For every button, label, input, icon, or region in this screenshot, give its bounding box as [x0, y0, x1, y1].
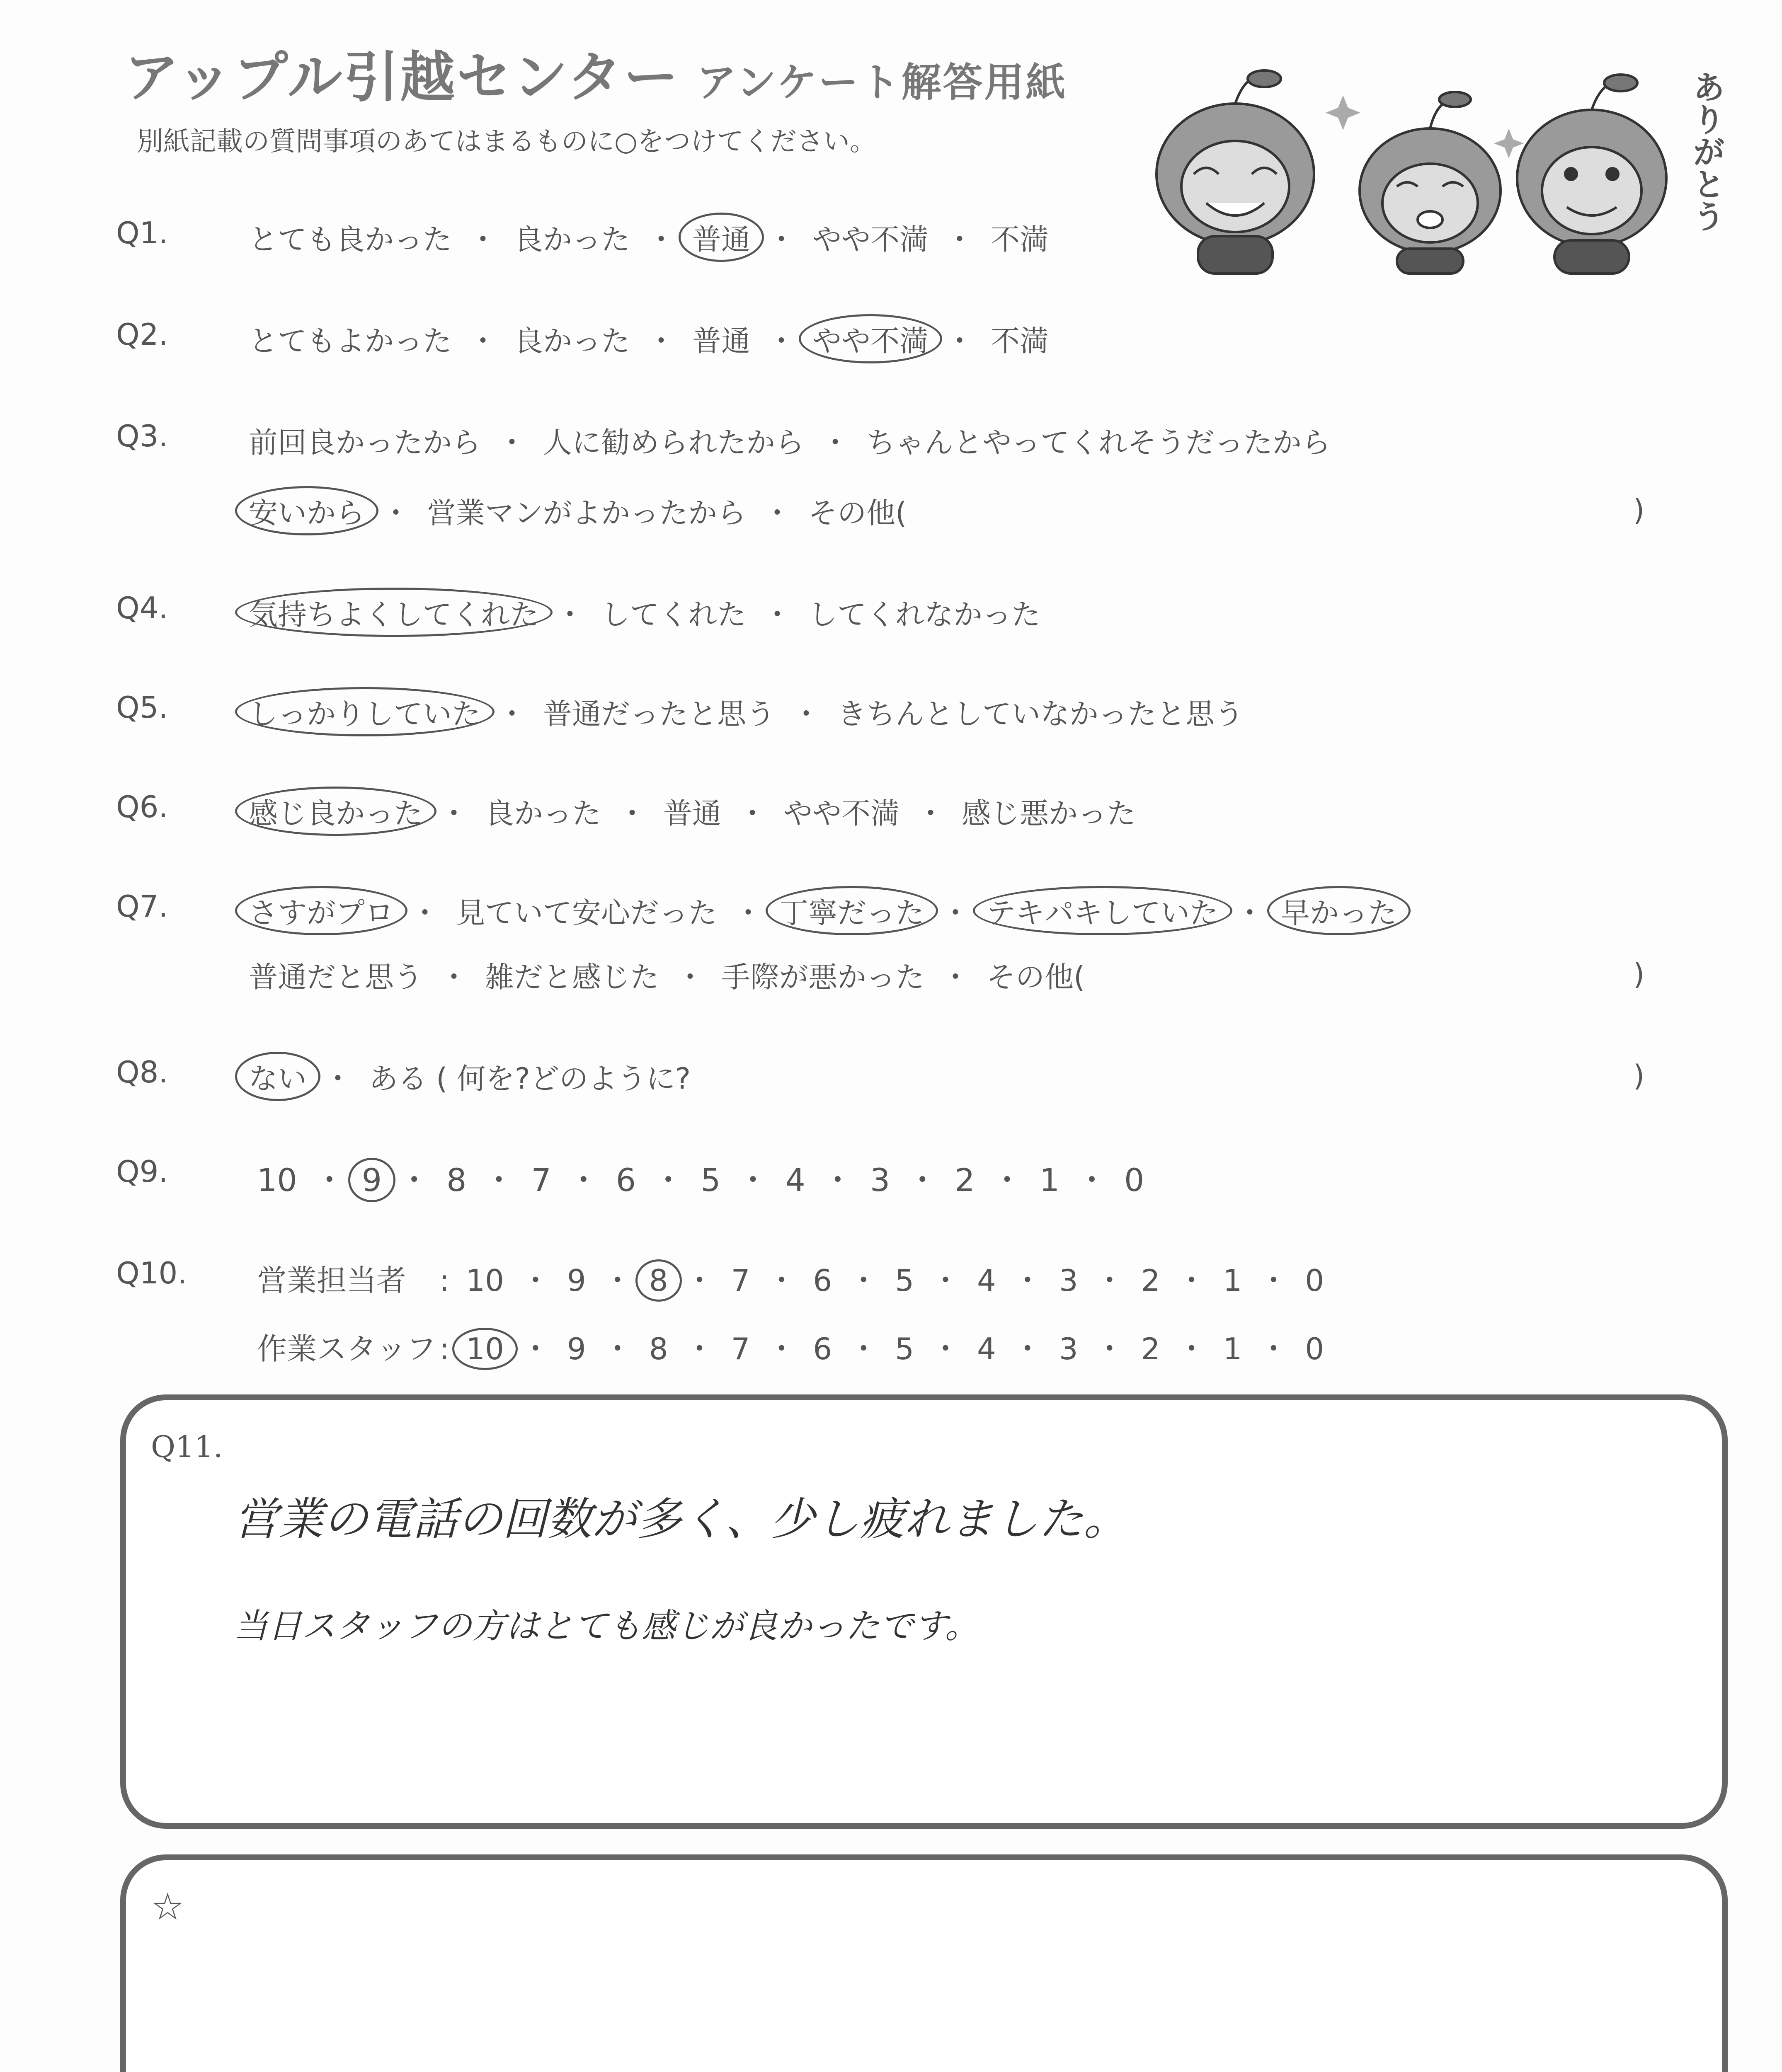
q3-option-other[interactable]: その他(	[808, 496, 907, 530]
q2-option[interactable]: 普通	[692, 324, 750, 358]
company-name: アップル引越センター	[124, 46, 680, 109]
instruction-text: 別紙記載の質問事項のあてはまるものに○をつけてください。	[137, 126, 876, 157]
q10-sales-score[interactable]: 4	[977, 1263, 996, 1298]
q7-option-selected[interactable]: 丁寧だった	[766, 886, 938, 935]
q9-score[interactable]: 5	[701, 1162, 721, 1198]
q1-option[interactable]: とても良かった	[249, 223, 452, 257]
q3-option[interactable]: 前回良かったから	[249, 426, 481, 460]
q3-options-line2: 安いから ・ 営業マンがよかったから ・ その他(	[249, 490, 907, 532]
page-title	[124, 33, 1067, 112]
q9-score[interactable]: 10	[257, 1162, 297, 1198]
monkey-middle-icon	[1360, 92, 1501, 274]
q10-number: Q10.	[116, 1256, 187, 1290]
q8-option-selected[interactable]: ない	[235, 1052, 320, 1101]
q5-option-selected[interactable]: しっかりしていた	[235, 687, 495, 736]
monkey-mascots-illustration	[1144, 54, 1716, 278]
q9-score[interactable]: 1	[1039, 1162, 1060, 1198]
q6-options: 感じ良かった ・ 良かった ・ 普通 ・ やや不満 ・ 感じ悪かった	[249, 790, 1136, 832]
q10-sales-score[interactable]: 9	[567, 1263, 586, 1298]
q7-options-line1: さすがプロ ・ 見ていて安心だった ・ 丁寧だった ・ テキパキしていた ・ 早かった	[249, 890, 1397, 932]
q8-option[interactable]: ある ( 何を?どのように?	[369, 1062, 691, 1096]
q10-staff-score[interactable]: 4	[977, 1331, 996, 1366]
q1-option[interactable]: 良かった	[514, 223, 630, 257]
q3-option[interactable]: ちゃんとやってくれそうだったから	[866, 426, 1331, 460]
q7-number: Q7.	[116, 889, 168, 924]
q9-score[interactable]: 2	[955, 1162, 975, 1198]
q10-sales-score-selected[interactable]: 8	[635, 1259, 682, 1302]
q10-staff-score[interactable]: 1	[1223, 1331, 1242, 1366]
q4-option[interactable]: してくれなかった	[808, 598, 1040, 632]
q6-option[interactable]: 良かった	[485, 796, 601, 830]
monkey-left-icon	[1156, 70, 1314, 274]
q10-staff-row: 作業スタッフ : 10 ・ 9 ・ 8 ・ 7 ・ 6 ・ 5 ・ 4 ・ 3 ・ 2 ・ 1 ・ 0	[257, 1325, 1324, 1368]
q10-staff-score[interactable]: 0	[1305, 1331, 1324, 1366]
q8-number: Q8.	[116, 1055, 168, 1089]
q7-option-selected[interactable]: テキパキしていた	[973, 886, 1232, 935]
q2-option[interactable]: 良かった	[514, 324, 630, 358]
q10-staff-score[interactable]: 3	[1059, 1331, 1078, 1366]
q10-staff-score[interactable]: 2	[1141, 1331, 1160, 1366]
q10-sales-score[interactable]: 10	[466, 1263, 504, 1298]
q7-close-paren: )	[1633, 957, 1645, 991]
q10-sales-score[interactable]: 5	[895, 1263, 914, 1298]
q4-options: 気持ちよくしてくれた ・ してくれた ・ してくれなかった	[249, 591, 1040, 633]
q9-score[interactable]: 3	[870, 1162, 890, 1198]
q9-score[interactable]: 8	[446, 1162, 467, 1198]
q3-close-paren: )	[1633, 493, 1645, 527]
q5-option[interactable]: きちんとしていなかったと思う	[837, 697, 1244, 731]
q4-option[interactable]: してくれた	[601, 598, 746, 632]
q5-number: Q5.	[116, 690, 168, 725]
monkey-right-icon	[1517, 75, 1666, 274]
q2-option[interactable]: 不満	[991, 324, 1049, 358]
q10-sales-colon: :	[439, 1263, 450, 1298]
q7-option[interactable]: 普通だと思う	[249, 960, 423, 994]
q10-sales-label: 営業担当者	[257, 1263, 407, 1298]
q3-options-line1: 前回良かったから ・ 人に勧められたから ・ ちゃんとやってくれそうだったから	[249, 419, 1331, 461]
q7-option-selected[interactable]: さすがプロ	[235, 886, 407, 935]
q6-option-selected[interactable]: 感じ良かった	[235, 787, 436, 836]
q11-handwritten-line2: 当日スタッフの方はとても感じが良かったです。	[234, 1607, 979, 1646]
q6-option[interactable]: やや不満	[783, 796, 899, 830]
q2-number: Q2.	[116, 317, 168, 352]
q10-staff-colon: :	[439, 1331, 450, 1366]
q9-scale: 10 ・ 9 ・ 8 ・ 7 ・ 6 ・ 5 ・ 4 ・ 3 ・ 2 ・ 1 ・ 0	[257, 1155, 1144, 1200]
q11-label: Q11.	[151, 1429, 223, 1464]
q1-option[interactable]: やや不満	[812, 223, 929, 257]
q1-option-selected[interactable]: 普通	[679, 213, 764, 262]
q3-option[interactable]: 営業マンがよかったから	[427, 496, 746, 530]
q10-staff-score[interactable]: 5	[895, 1331, 914, 1366]
q3-option[interactable]: 人に勧められたから	[543, 426, 804, 460]
q10-staff-score[interactable]: 9	[567, 1331, 586, 1366]
q11-comment-box[interactable]	[120, 1394, 1728, 1829]
q5-option[interactable]: 普通だったと思う	[543, 697, 775, 731]
q11-handwritten-line1: 営業の電話の回数が多く、少し疲れました。	[234, 1493, 1128, 1545]
q3-number: Q3.	[116, 419, 168, 453]
q4-number: Q4.	[116, 591, 168, 625]
q10-sales-score[interactable]: 0	[1305, 1263, 1324, 1298]
q2-options: とてもよかった ・ 良かった ・ 普通 ・ やや不満 ・ 不満	[249, 318, 1049, 360]
q9-score[interactable]: 0	[1124, 1162, 1144, 1198]
star-icon: ☆	[151, 1885, 184, 1929]
q10-staff-score[interactable]: 8	[649, 1331, 668, 1366]
q4-option-selected[interactable]: 気持ちよくしてくれた	[235, 588, 553, 637]
q2-option[interactable]: とてもよかった	[249, 324, 452, 358]
q1-option[interactable]: 不満	[991, 223, 1049, 257]
q9-number: Q9.	[116, 1154, 168, 1189]
form-subtitle: アンケート解答用紙	[696, 59, 1067, 106]
q10-staff-label: 作業スタッフ	[257, 1331, 436, 1366]
q10-staff-score[interactable]: 6	[813, 1331, 832, 1366]
q10-sales-score[interactable]: 3	[1059, 1263, 1078, 1298]
q1-options: とても良かった ・ 良かった ・ 普通 ・ やや不満 ・ 不満	[249, 216, 1049, 258]
q10-sales-score[interactable]: 7	[731, 1263, 750, 1298]
q10-staff-score-selected[interactable]: 10	[452, 1328, 518, 1370]
thanks-text: ありがとう	[1687, 70, 1725, 232]
q9-score[interactable]: 7	[531, 1162, 551, 1198]
q9-score[interactable]: 4	[785, 1162, 805, 1198]
q7-option-other[interactable]: その他(	[987, 960, 1085, 994]
q9-score[interactable]: 6	[616, 1162, 636, 1198]
q8-close-paren: )	[1633, 1059, 1645, 1093]
q10-sales-score[interactable]: 6	[813, 1263, 832, 1298]
q7-options-line2: 普通だと思う ・ 雑だと感じた ・ 手際が悪かった ・ その他(	[249, 954, 1085, 996]
q5-options: しっかりしていた ・ 普通だったと思う ・ きちんとしていなかったと思う	[249, 691, 1244, 733]
q10-staff-score[interactable]: 7	[731, 1331, 750, 1366]
q1-number: Q1.	[116, 215, 168, 250]
q10-sales-score[interactable]: 1	[1223, 1263, 1242, 1298]
q9-score-selected[interactable]: 9	[348, 1158, 395, 1202]
q7-option[interactable]: 見ていて安心だった	[456, 896, 717, 930]
q2-option-selected[interactable]: やや不満	[799, 314, 942, 363]
q7-option-selected[interactable]: 早かった	[1267, 886, 1411, 935]
q10-sales-score[interactable]: 2	[1141, 1263, 1160, 1298]
q6-option[interactable]: 感じ悪かった	[962, 796, 1136, 830]
q3-option-selected[interactable]: 安いから	[235, 486, 378, 535]
free-comment-box[interactable]	[120, 1854, 1728, 2072]
q7-option[interactable]: 雑だと感じた	[485, 960, 659, 994]
q7-option[interactable]: 手際が悪かった	[721, 960, 924, 994]
q10-sales-row: 営業担当者 : 10 ・ 9 ・ 8 ・ 7 ・ 6 ・ 5 ・ 4 ・ 3 ・ 2 ・ 1 ・ 0	[257, 1256, 1324, 1300]
q8-options: ない ・ ある ( 何を?どのように?	[249, 1055, 691, 1097]
q6-option[interactable]: 普通	[663, 796, 721, 830]
q6-number: Q6.	[116, 789, 168, 824]
